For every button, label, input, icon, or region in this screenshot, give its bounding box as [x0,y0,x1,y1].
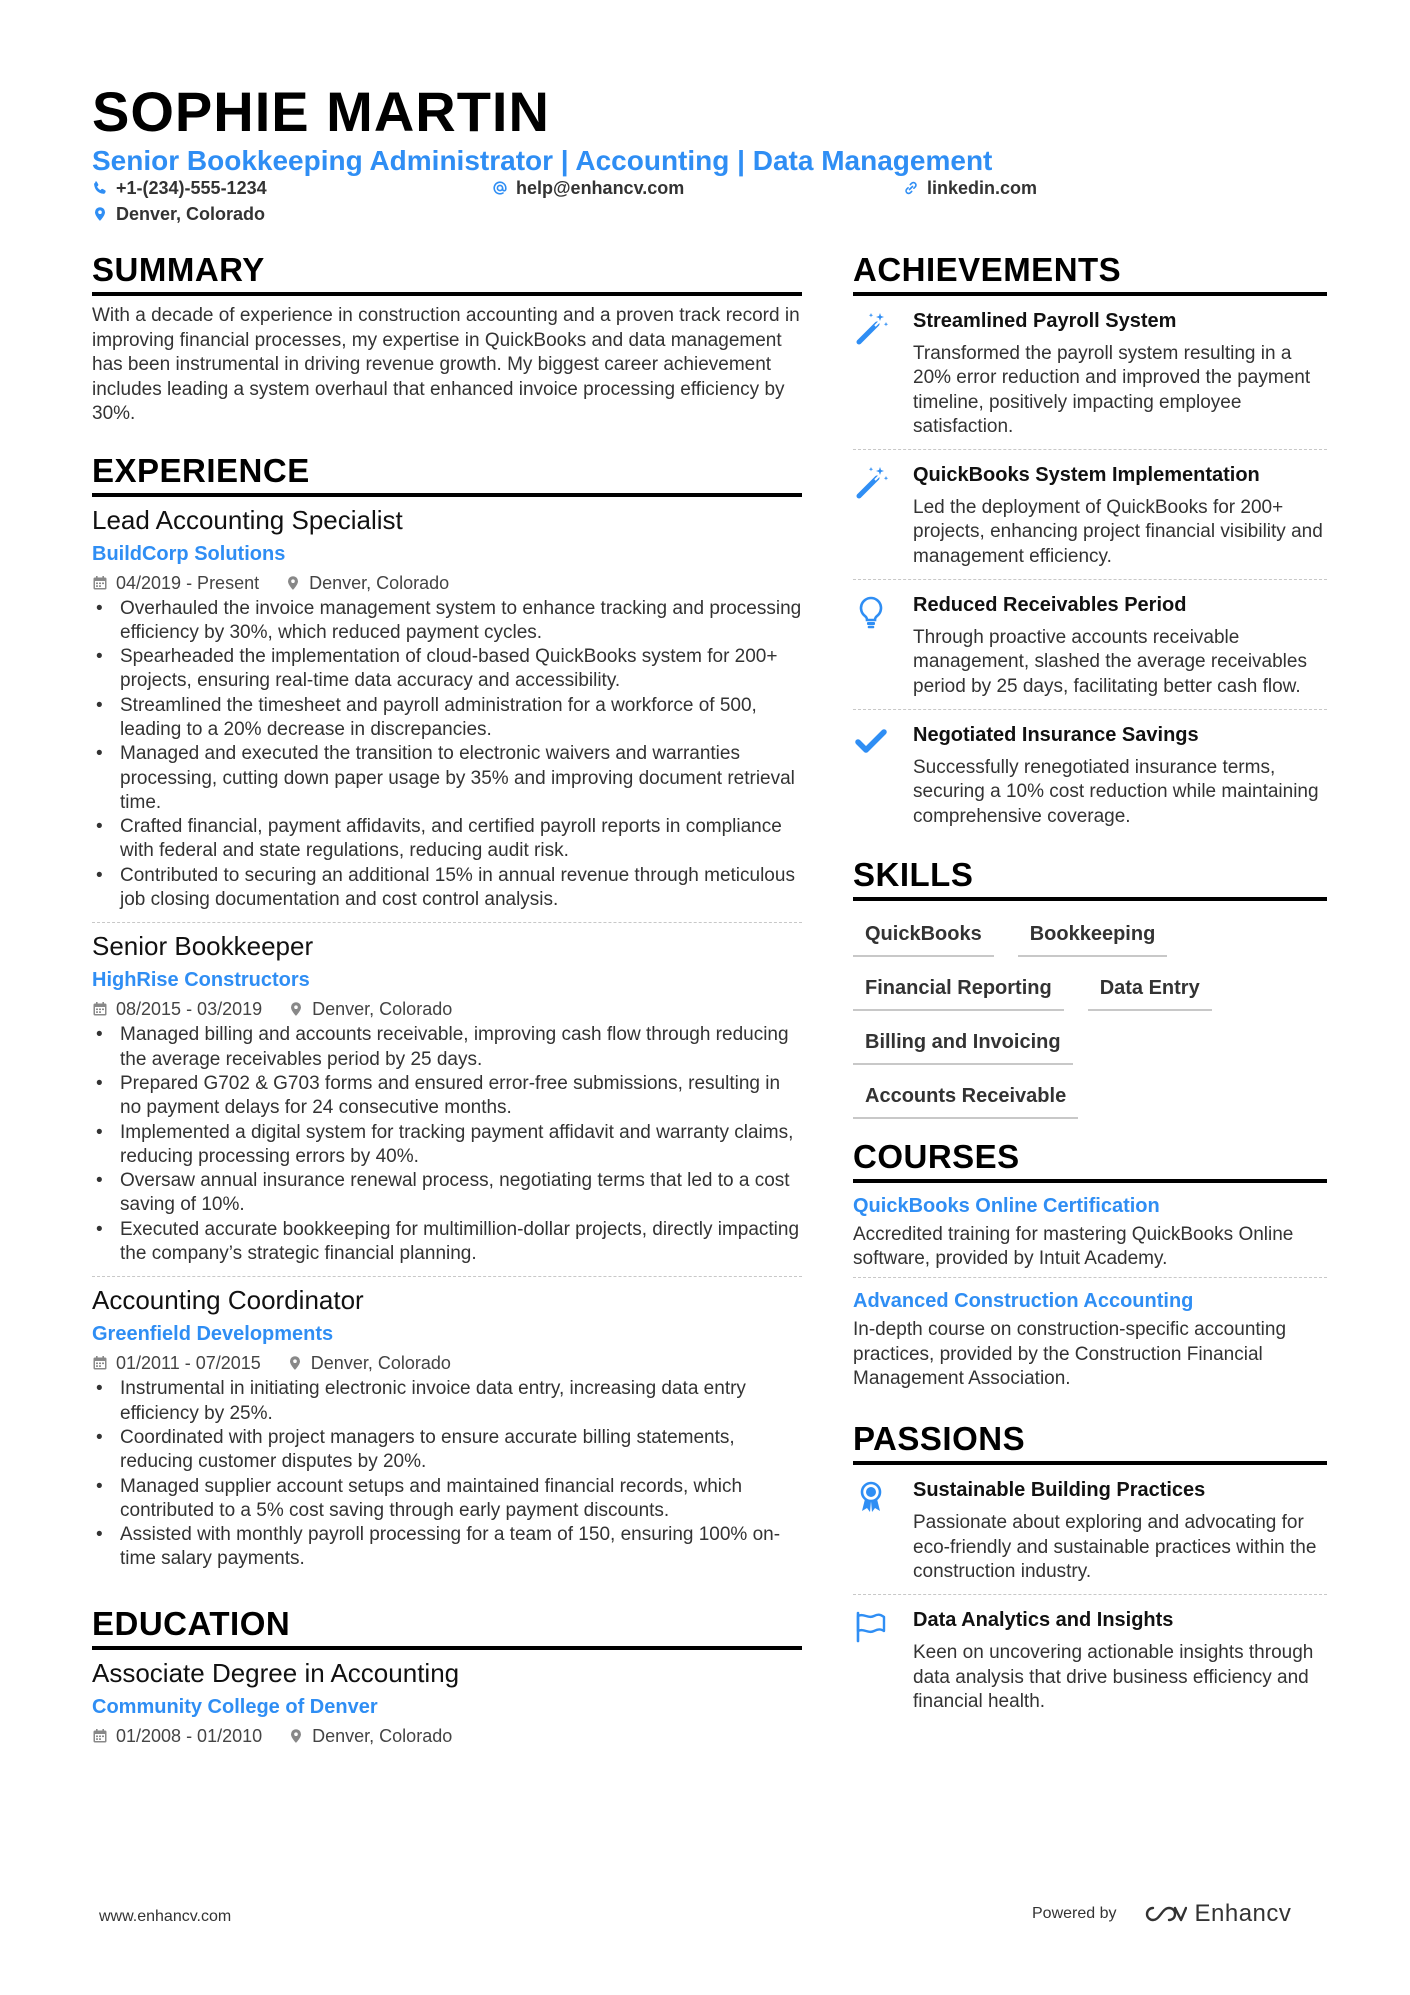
achievement-desc: Through proactive accounts receivable management, slashed the average receivables period by 25 days, facilitating better cash flow. [913,627,1307,697]
phone-text: +1-(234)-555-1234 [116,178,267,198]
job-bullets [92,1377,802,1571]
skill-tag: QuickBooks [853,915,994,957]
course-title: Advanced Construction Accounting [853,1290,1194,1313]
job-dates: 04/2019 - Present [116,572,260,593]
lightbulb-icon [853,594,889,630]
job-dates: 08/2015 - 03/2019 [116,999,263,1020]
skill-tag: Financial Reporting [853,969,1064,1011]
experience-heading: EXPERIENCE [92,451,802,497]
bullet-item: • Executed accurate bookkeeping for multimillion-dollar projects, directly impacting the company’s strategic financial planning. [92,1218,802,1267]
job-location: Denver, Colorado [309,572,450,593]
bullet-item: • Managed and executed the transition to electronic waivers and warranties processing, cutting down paper usage by 35% and improving document retrieval time. [92,742,802,815]
bullet-item: • Contributed to securing an additional 15% in annual revenue through meticulous job closing documentation and cost control analysis. [92,864,802,913]
skills-section [853,855,1327,1119]
achievement-item [853,449,1327,579]
experience-section [92,451,802,1582]
passion-item [853,1594,1327,1724]
achievement-item [853,709,1327,839]
bullet-item: • Crafted financial, payment affidavits, and certified payroll reports in compliance with federal and state regulations, reducing audit risk. [92,815,802,864]
courses-heading: COURSES [853,1137,1327,1183]
magic-wand-icon [853,464,889,500]
bullet-item: • Assisted with monthly payroll processing for a team of 150, ensuring 100% on-time salary payments. [92,1523,802,1572]
skills-heading: SKILLS [853,855,1327,901]
location-pin-icon [288,1728,304,1744]
left-column [92,250,802,1758]
achievement-title: Streamlined Payroll System [913,310,1177,332]
candidate-title: Senior Bookkeeping Administrator | Accounting | Data Management [92,145,993,176]
passion-desc: Passionate about exploring and advocating for eco-friendly and sustainable practices within the construction industry. [913,1512,1317,1582]
bullet-item: • Managed billing and accounts receivable, improving cash flow through reducing the average receivables period by 25 days. [92,1023,802,1072]
skill-tag: Accounts Receivable [853,1077,1078,1119]
course-desc: Accredited training for mastering QuickBooks Online software, provided by Intuit Academy. [853,1223,1294,1270]
right-column [853,250,1327,1724]
degree-title: Associate Degree in Accounting [92,1657,460,1688]
job-dates: 01/2011 - 07/2015 [116,1353,261,1374]
education-section [92,1604,802,1758]
link-icon [903,180,919,196]
passions-heading: PASSIONS [853,1419,1327,1465]
achievements-heading: ACHIEVEMENTS [853,250,1327,296]
job-bullets [92,1023,802,1266]
passion-item [853,1465,1327,1594]
contact-linkedin[interactable] [903,177,1037,199]
contact-phone[interactable] [92,177,267,199]
job-meta [92,997,802,1021]
calendar-icon [92,1355,108,1371]
school-name: Community College of Denver [92,1695,378,1718]
bullet-item: • Implemented a digital system for tracking payment affidavit and warranty claims, reducing processing errors by 40%. [92,1121,802,1170]
skill-tag: Data Entry [1088,969,1212,1011]
job-bullets [92,597,802,913]
passion-desc: Keen on uncovering actionable insights through data analysis that drive business efficiency and financial health. [913,1642,1314,1712]
calendar-icon [92,1001,108,1017]
location-pin-icon [285,575,301,591]
education-heading: EDUCATION [92,1604,802,1650]
achievement-item [853,296,1327,449]
job-title: Accounting Coordinator [92,1285,364,1316]
passions-section [853,1419,1327,1724]
education-entry [92,1650,802,1758]
achievement-desc: Led the deployment of QuickBooks for 200+ projects, enhancing project financial visibility and management efficiency. [913,497,1323,567]
candidate-name: SOPHIE MARTIN [92,80,550,143]
phone-icon [92,180,108,196]
powered-by-text: Powered by [1032,1905,1117,1922]
company-name: BuildCorp Solutions [92,542,286,565]
contact-location [92,203,265,225]
course-desc: In-depth course on construction-specific accounting practices, provided by the Construction Financial Management Association. [853,1319,1287,1390]
company-name: HighRise Constructors [92,969,310,992]
at-sign-icon [492,180,508,196]
job-location: Denver, Colorado [310,1353,451,1374]
magic-wand-icon [853,310,889,346]
achievement-title: Reduced Receivables Period [913,594,1187,617]
location-pin-icon [288,1001,304,1017]
company-name: Greenfield Developments [92,1323,334,1346]
achievement-desc: Transformed the payroll system resulting in a 20% error reduction and improved the payment timeline, positively impacting employee satisfaction. [913,343,1311,437]
brand-name: Enhancv [1194,1900,1292,1927]
email-text: help@enhancv.com [516,178,685,198]
contact-email[interactable] [492,177,684,199]
course-item [853,1277,1327,1397]
footer-website[interactable]: www.enhancv.com [99,1908,232,1925]
job-location: Denver, Colorado [312,999,453,1020]
bullet-item: • Streamlined the timesheet and payroll administration for a workforce of 500, leading to a 20% decrease in discrepancies. [92,694,802,743]
job-entry [92,497,802,923]
job-meta [92,571,802,595]
job-entry [92,1276,802,1581]
passion-title: Sustainable Building Practices [913,1479,1206,1502]
education-dates: 01/2008 - 01/2010 [116,1725,263,1746]
summary-text: With a decade of experience in construction accounting and a proven track record in improving financial processes, my expertise in QuickBooks and data management has been instrumental in driving revenue growth. My biggest career achievement includes leading a system overhaul that enhanced invoice processing efficiency by 30%. [92,305,800,424]
summary-heading: SUMMARY [92,250,802,296]
bullet-item: • Coordinated with project managers to ensure accurate billing statements, reducing customer disputes by 20%. [92,1426,802,1475]
course-title: QuickBooks Online Certification [853,1194,1160,1217]
calendar-icon [92,1728,108,1744]
award-ribbon-icon [853,1479,889,1515]
passion-title: Data Analytics and Insights [913,1609,1174,1632]
education-location: Denver, Colorado [312,1725,453,1746]
calendar-icon [92,575,108,591]
course-item [853,1183,1327,1278]
courses-section [853,1137,1327,1397]
job-entry [92,922,802,1276]
bullet-item: • Instrumental in initiating electronic invoice data entry, increasing data entry efficiency by 25%. [92,1377,802,1426]
job-title: Senior Bookkeeper [92,931,314,962]
job-title: Lead Accounting Specialist [92,504,403,535]
bullet-item: • Managed supplier account setups and maintained financial records, which contributed to a 5% cost saving through early payment discounts. [92,1475,802,1524]
location-pin-icon [287,1355,303,1371]
enhancv-logo-icon [1141,1902,1187,1926]
bullet-item: • Prepared G702 & G703 forms and ensured error-free submissions, resulting in no payment delays for 24 consecutive months. [92,1072,802,1121]
achievements-section [853,250,1327,839]
bullet-item: • Overhauled the invoice management system to enhance tracking and processing efficiency by 30%, which reduced payment cycles. [92,597,802,646]
skill-tag: Bookkeeping [1018,915,1168,957]
bullet-item: • Oversaw annual insurance renewal process, negotiating terms that led to a cost saving of 10%. [92,1169,802,1218]
summary-section [92,250,802,427]
bullet-item: • Spearheaded the implementation of cloud-based QuickBooks system for 200+ projects, ensuring real-time data accuracy and accessibility. [92,645,802,694]
location-pin-icon [92,206,108,222]
achievement-title: QuickBooks System Implementation [913,464,1260,487]
job-meta [92,1351,802,1375]
flag-icon [853,1609,889,1645]
linkedin-text: linkedin.com [927,178,1038,198]
achievement-item [853,579,1327,709]
skill-tag: Billing and Invoicing [853,1023,1073,1065]
checkmark-icon [853,724,889,760]
enhancv-logo[interactable] [1141,1900,1292,1928]
skills-list [853,901,1327,1119]
location-text: Denver, Colorado [116,204,266,224]
footer-powered-by [1032,1900,1291,1928]
achievement-desc: Successfully renegotiated insurance terms, securing a 10% cost reduction while maintaining comprehensive coverage. [913,756,1319,827]
education-meta [92,1724,802,1748]
achievement-title: Negotiated Insurance Savings [913,723,1199,746]
